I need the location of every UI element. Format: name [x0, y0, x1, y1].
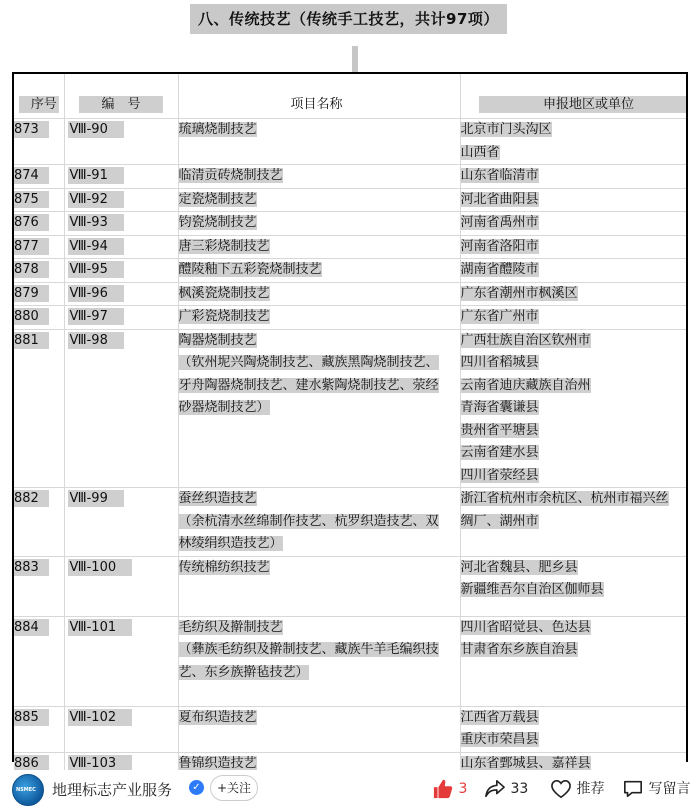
row-name: 广彩瓷烧制技艺 — [178, 306, 460, 330]
row-code: Ⅷ-90 — [64, 119, 178, 165]
table-row — [14, 212, 686, 236]
row-seq: 877 — [14, 235, 64, 259]
row-seq: 879 — [14, 282, 64, 306]
row-code: Ⅷ-101 — [64, 616, 178, 706]
table-row — [14, 329, 686, 488]
row-name: 唐三彩烧制技艺 — [178, 235, 460, 259]
row-area: 江西省万载县 重庆市荣昌县 — [460, 706, 686, 752]
heart-icon — [550, 779, 572, 799]
row-area: 湖南省醴陵市 — [460, 259, 686, 283]
row-name: 醴陵釉下五彩瓷烧制技艺 — [178, 259, 460, 283]
table-row — [14, 282, 686, 306]
share-button[interactable] — [484, 776, 528, 802]
row-name: 传统棉纺织技艺 — [178, 556, 460, 616]
row-code: Ⅷ-97 — [64, 306, 178, 330]
bottom-action-bar — [0, 770, 700, 810]
row-code: Ⅷ-103 — [64, 752, 178, 776]
like-count: 3 — [458, 781, 468, 797]
row-code: Ⅷ-99 — [64, 488, 178, 557]
row-seq: 876 — [14, 212, 64, 236]
row-code: Ⅷ-91 — [64, 165, 178, 189]
row-area: 河南省洛阳市 — [460, 235, 686, 259]
table-body — [14, 119, 686, 776]
account-avatar[interactable]: NSMEC — [12, 774, 44, 806]
table-row — [14, 235, 686, 259]
table-header-row — [14, 74, 686, 119]
heritage-table — [14, 74, 686, 776]
row-area: 浙江省杭州市余杭区、杭州市福兴丝 绸厂、湖州市 — [460, 488, 686, 557]
row-code: Ⅷ-96 — [64, 282, 178, 306]
row-seq: 884 — [14, 616, 64, 706]
recommend-label: 推荐 — [576, 781, 605, 797]
table-row — [14, 119, 686, 165]
table-row — [14, 259, 686, 283]
follow-button[interactable]: +关注 — [210, 775, 258, 801]
row-area: 广西壮族自治区钦州市 四川省稻城县 云南省迪庆藏族自治州 青海省囊谦县 贵州省平塘县 云南省建水县 四川省荥经县 — [460, 329, 686, 488]
row-name: 夏布织造技艺 — [178, 706, 460, 752]
row-name: 毛纺织及擀制技艺 （彝族毛纺织及擀制技艺、藏族牛羊毛编织技 艺、东乡族擀毡技艺） — [178, 616, 460, 706]
table-row — [14, 556, 686, 616]
section-title: 八、传统技艺（传统手工技艺，共计97项） — [190, 4, 507, 34]
row-seq: 880 — [14, 306, 64, 330]
row-name: 临清贡砖烧制技艺 — [178, 165, 460, 189]
comment-label: 写留言 — [648, 781, 691, 797]
row-seq: 873 — [14, 119, 64, 165]
header-code: 编 号 — [64, 74, 178, 119]
connector-bar — [352, 46, 358, 72]
row-code: Ⅷ-100 — [64, 556, 178, 616]
row-seq: 881 — [14, 329, 64, 488]
row-area: 河南省禹州市 — [460, 212, 686, 236]
thumbs-up-icon — [432, 779, 454, 799]
table-row — [14, 188, 686, 212]
row-code: Ⅷ-94 — [64, 235, 178, 259]
row-name: 蚕丝织造技艺 （余杭清水丝绵制作技艺、杭罗织造技艺、双 林绫绢织造技艺） — [178, 488, 460, 557]
table-row — [14, 488, 686, 557]
table-row — [14, 616, 686, 706]
row-name: 枫溪瓷烧制技艺 — [178, 282, 460, 306]
row-area: 山东省鄄城县、嘉祥县 — [460, 752, 686, 776]
row-area: 河北省曲阳县 — [460, 188, 686, 212]
comment-icon — [622, 779, 644, 799]
header-area: 申报地区或单位 — [460, 74, 686, 119]
account-name[interactable]: 地理标志产业服务 — [52, 781, 173, 799]
row-code: Ⅷ-102 — [64, 706, 178, 752]
row-seq: 885 — [14, 706, 64, 752]
header-seq: 序号 — [14, 74, 64, 119]
share-count: 33 — [510, 781, 529, 797]
row-name: 钧瓷烧制技艺 — [178, 212, 460, 236]
row-code: Ⅷ-98 — [64, 329, 178, 488]
row-seq: 875 — [14, 188, 64, 212]
share-icon — [484, 779, 506, 799]
row-code: Ⅷ-92 — [64, 188, 178, 212]
row-area: 广东省潮州市枫溪区 — [460, 282, 686, 306]
row-seq: 883 — [14, 556, 64, 616]
row-area: 山东省临清市 — [460, 165, 686, 189]
header-name: 项目名称 — [178, 74, 460, 119]
row-area: 广东省广州市 — [460, 306, 686, 330]
row-area: 河北省魏县、肥乡县 新疆维吾尔自治区伽师县 — [460, 556, 686, 616]
row-name: 琉璃烧制技艺 — [178, 119, 460, 165]
row-seq: 882 — [14, 488, 64, 557]
row-seq: 874 — [14, 165, 64, 189]
row-code: Ⅷ-95 — [64, 259, 178, 283]
verified-icon: ✓ — [189, 780, 204, 795]
row-name: 鲁锦织造技艺 — [178, 752, 460, 776]
row-seq: 878 — [14, 259, 64, 283]
recommend-button[interactable] — [550, 776, 604, 802]
row-seq: 886 — [14, 752, 64, 776]
row-area: 四川省昭觉县、色达县 甘肃省东乡族自治县 — [460, 616, 686, 706]
document-table-frame — [12, 72, 688, 771]
row-name: 定瓷烧制技艺 — [178, 188, 460, 212]
row-name: 陶器烧制技艺 （钦州坭兴陶烧制技艺、藏族黑陶烧制技艺、 牙舟陶器烧制技艺、建水紫陶烧制技艺、荥经 砂器烧制技艺） — [178, 329, 460, 488]
table-row — [14, 165, 686, 189]
table-row — [14, 706, 686, 752]
table-row — [14, 306, 686, 330]
like-button[interactable] — [432, 776, 467, 802]
row-area: 北京市门头沟区 山西省 — [460, 119, 686, 165]
row-code: Ⅷ-93 — [64, 212, 178, 236]
comment-button[interactable] — [622, 776, 690, 802]
